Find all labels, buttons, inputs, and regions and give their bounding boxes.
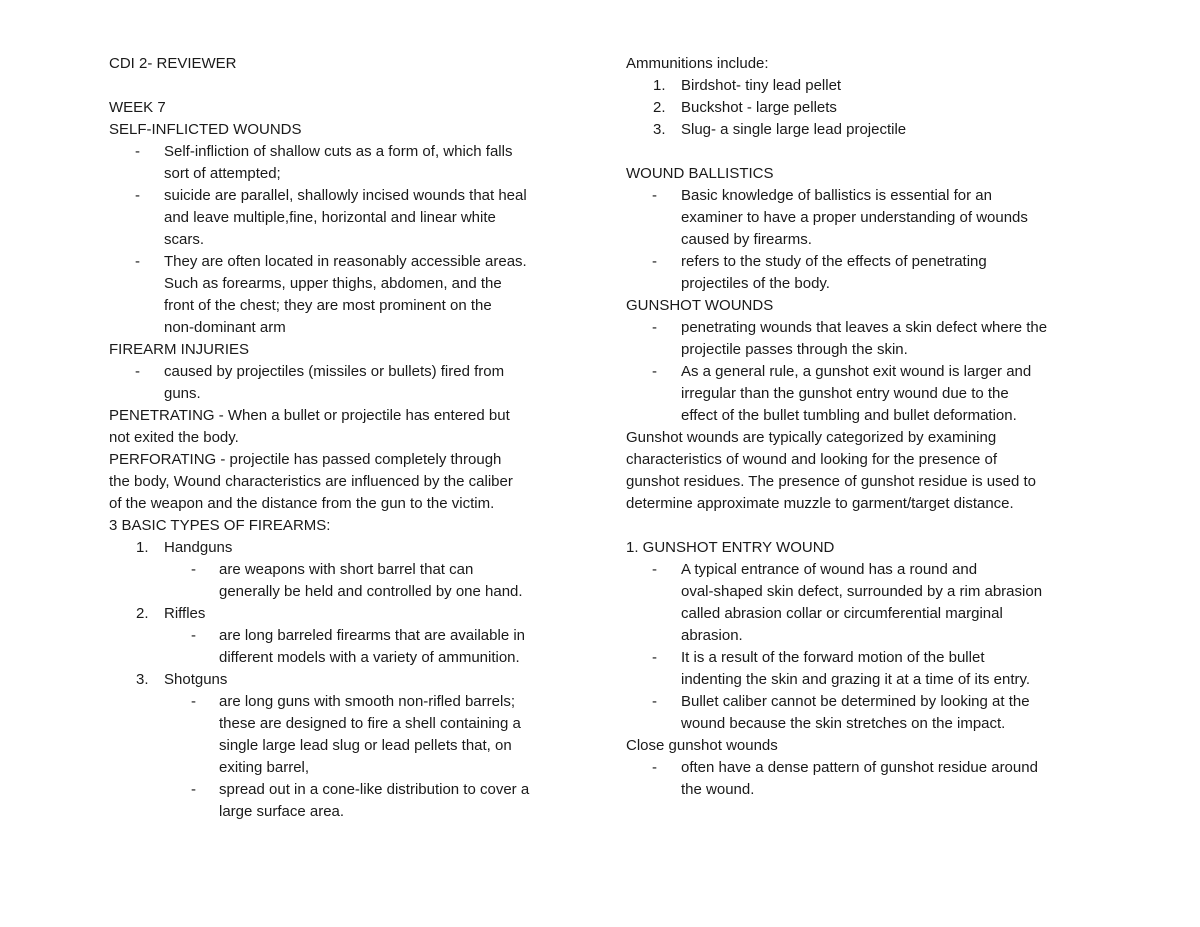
ammunition-heading: Ammunitions include: [626,55,769,72]
list-item: - suicide are parallel, shallowly incised wounds that heal and leave multiple,fine, horizontal and linear white scars. [135,187,527,248]
list-item: - Self-infliction of shallow cuts as a form of, which falls sort of attempted; [135,143,513,182]
week-label: WEEK 7 [109,99,166,116]
list-item: - As a general rule, a gunshot exit wound is larger and irregular than the gunshot entry wound due to the effect of the bullet tumbling and bullet deformation. [652,363,1032,424]
numbered-item: 2. Buckshot - large pellets [653,99,837,116]
perforating-paragraph: PERFORATING - projectile has passed completely through the body, Wound characteristics are influenced by the caliber of the weapon and the distance from the gun to the victim. [109,451,513,512]
numbered-item: 1. Handguns [136,539,233,556]
numbered-item: 3. Shotguns [136,671,228,688]
list-item: - caused by projectiles (missiles or bullets) fired from guns. [135,363,505,402]
list-item: - spread out in a cone-like distribution to cover a large surface area. [191,781,530,820]
list-item: - Bullet caliber cannot be determined by looking at the wound because the skin stretches on the impact. [652,693,1030,732]
numbered-item: 1. Birdshot- tiny lead pellet [653,77,842,94]
numbered-item: 3. Slug- a single large lead projectile [653,121,907,138]
close-gunshot-heading: Close gunshot wounds [626,737,778,754]
entry-wound-heading: 1. GUNSHOT ENTRY WOUND [626,539,835,556]
list-item: - are long barreled firearms that are available in different models with a variety of ammunition. [191,627,525,666]
left-column [109,53,579,823]
self-inflicted-heading: SELF-INFLICTED WOUNDS [109,121,302,138]
wound-ballistics-heading: WOUND BALLISTICS [626,165,774,182]
firearm-types-heading: 3 BASIC TYPES OF FIREARMS: [109,517,331,534]
numbered-item: 2. Riffles [136,605,206,622]
list-item: - penetrating wounds that leaves a skin defect where the projectile passes through the skin. [652,319,1048,358]
list-item: - are weapons with short barrel that can generally be held and controlled by one hand. [191,561,523,600]
list-item: - refers to the study of the effects of penetrating projectiles of the body. [652,253,987,292]
firearm-injuries-heading: FIREARM INJURIES [109,341,250,358]
document-title: CDI 2- REVIEWER [109,55,237,72]
penetrating-paragraph: PENETRATING - When a bullet or projectile has entered but not exited the body. [109,407,510,446]
list-item: - A typical entrance of wound has a round and oval-shaped skin defect, surrounded by a rim abrasion called abrasion collar or circumferential marginal abrasion. [652,561,1043,644]
list-item: - They are often located in reasonably accessible areas. Such as forearms, upper thighs, abdomen, and the front of the chest; they are most prominent on the non-dominant arm [135,253,527,336]
list-item: - It is a result of the forward motion of the bullet indenting the skin and grazing it at a time of its entry. [652,649,1031,688]
categorized-paragraph: Gunshot wounds are typically categorized by examining characteristics of wound and looking for the presence of gunshot residues. The presence of gunshot residue is used to determine approximate muzzle to garment/target distance. [626,429,1036,512]
list-item: - Basic knowledge of ballistics is essential for an examiner to have a proper understanding of wounds caused by firearms. [652,187,1028,248]
gunshot-wounds-heading: GUNSHOT WOUNDS [626,297,774,314]
list-item: - often have a dense pattern of gunshot residue around the wound. [652,759,1038,798]
list-item: - are long guns with smooth non-rifled barrels; these are designed to fire a shell containing a single large lead slug or lead pellets that, on exiting barrel, [191,693,521,776]
right-column [626,53,1096,801]
